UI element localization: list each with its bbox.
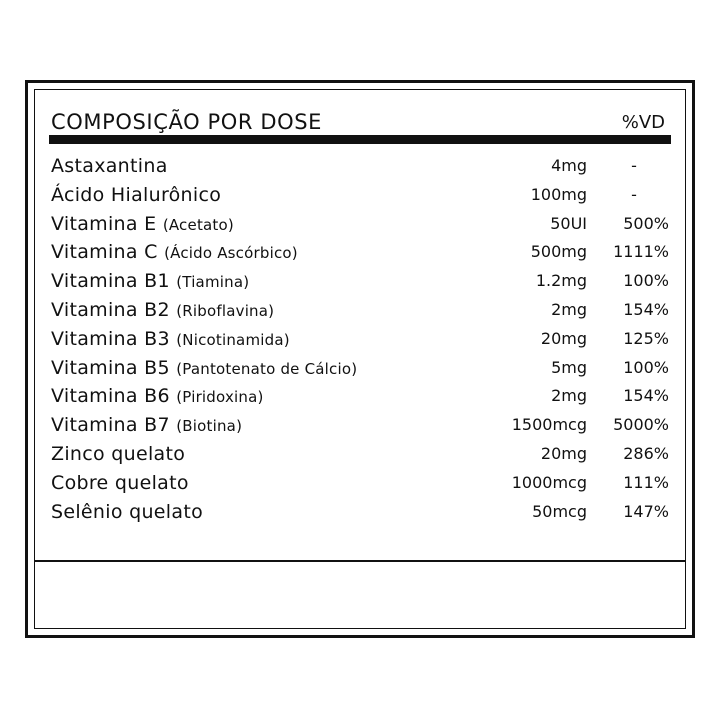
nutrient-name bbox=[51, 152, 168, 181]
nutrient-name-detail: (Ácido Ascórbico) bbox=[164, 244, 298, 263]
nutrient-vd: 100% bbox=[623, 357, 669, 377]
label-outer-frame bbox=[25, 80, 695, 638]
nutrient-row bbox=[49, 382, 671, 411]
nutrient-row bbox=[49, 411, 671, 440]
nutrient-name-detail: (Riboflavina) bbox=[176, 301, 275, 320]
nutrient-row bbox=[49, 238, 671, 267]
nutrient-name bbox=[51, 469, 189, 498]
nutrient-name bbox=[51, 498, 203, 527]
nutrient-amount: 50UI bbox=[550, 213, 587, 233]
nutrient-name-main: Vitamina C bbox=[51, 241, 158, 264]
label-title: COMPOSIÇÃO POR DOSE bbox=[51, 110, 323, 134]
nutrient-name bbox=[51, 210, 234, 240]
nutrient-name bbox=[51, 354, 357, 384]
nutrient-row bbox=[49, 210, 671, 239]
nutrient-row bbox=[49, 267, 671, 296]
nutrient-name bbox=[51, 325, 290, 355]
nutrient-vd: 154% bbox=[623, 386, 669, 406]
nutrient-row bbox=[49, 440, 671, 469]
nutrient-name-detail: (Piridoxina) bbox=[176, 388, 264, 407]
nutrient-amount: 20mg bbox=[540, 443, 587, 463]
nutrient-amount: 50mcg bbox=[532, 501, 587, 521]
nutrient-row bbox=[49, 498, 671, 527]
nutrient-vd: 154% bbox=[623, 299, 669, 319]
nutrient-name bbox=[51, 238, 298, 268]
nutrient-name-detail: (Biotina) bbox=[176, 417, 243, 436]
nutrient-name-detail: (Tiamina) bbox=[176, 273, 250, 292]
nutrient-vd: 100% bbox=[623, 271, 669, 291]
nutrient-name-main: Vitamina B1 bbox=[51, 270, 170, 293]
nutrient-name bbox=[51, 440, 185, 469]
nutrient-name bbox=[51, 181, 221, 210]
label-header bbox=[49, 104, 671, 134]
nutrient-amount: 1.2mg bbox=[535, 271, 587, 291]
nutrient-amount: 5mg bbox=[551, 357, 587, 377]
nutrient-name bbox=[51, 296, 274, 326]
nutrient-vd: 147% bbox=[623, 501, 669, 521]
nutrient-amount: 1000mcg bbox=[511, 472, 587, 492]
nutrient-amount: 2mg bbox=[551, 386, 587, 406]
nutrient-name-main: Cobre quelato bbox=[51, 471, 189, 494]
nutrient-name-main: Ácido Hialurônico bbox=[51, 183, 222, 206]
nutrient-row bbox=[49, 469, 671, 498]
nutrient-name-main: Vitamina B2 bbox=[51, 298, 170, 321]
nutrient-vd: - bbox=[631, 184, 637, 204]
nutrient-name-detail: (Acetato) bbox=[162, 215, 234, 234]
nutrient-name-main: Vitamina B6 bbox=[51, 385, 170, 408]
nutrient-name bbox=[51, 411, 242, 441]
nutrient-name-main: Vitamina B3 bbox=[51, 327, 170, 350]
nutrient-amount: 20mg bbox=[540, 328, 587, 348]
nutrient-list bbox=[49, 152, 671, 526]
nutrient-amount: 4mg bbox=[551, 156, 587, 175]
nutrient-name bbox=[51, 267, 249, 297]
nutrient-name-main: Vitamina B7 bbox=[51, 414, 170, 437]
nutrient-name-main: Vitamina B5 bbox=[51, 356, 170, 379]
nutrient-name-main: Selênio quelato bbox=[51, 500, 203, 523]
nutrient-vd: 286% bbox=[623, 443, 669, 463]
nutrient-amount: 2mg bbox=[551, 299, 587, 319]
nutrient-vd: 125% bbox=[623, 328, 669, 348]
nutrient-amount: 500mg bbox=[530, 242, 587, 262]
vd-column-header: %VD bbox=[621, 112, 665, 133]
nutrient-row bbox=[49, 181, 671, 210]
nutrient-vd: 111% bbox=[623, 472, 669, 492]
nutrient-name-main: Zinco quelato bbox=[51, 442, 186, 465]
nutrient-vd: 5000% bbox=[613, 415, 669, 435]
header-divider bbox=[49, 135, 671, 144]
bottom-divider bbox=[35, 560, 685, 562]
nutrient-name bbox=[51, 382, 264, 412]
nutrient-vd: - bbox=[631, 156, 637, 175]
nutrient-row bbox=[49, 296, 671, 325]
nutrient-row bbox=[49, 152, 671, 181]
nutrient-name-main: Astaxantina bbox=[51, 155, 168, 177]
nutrient-row bbox=[49, 325, 671, 354]
nutrient-row bbox=[49, 354, 671, 383]
label-inner-frame bbox=[34, 89, 686, 629]
nutrient-amount: 100mg bbox=[530, 184, 587, 204]
nutrient-vd: 500% bbox=[623, 213, 669, 233]
nutrient-amount: 1500mcg bbox=[511, 415, 587, 435]
nutrient-name-main: Vitamina E bbox=[51, 212, 157, 235]
nutrient-name-detail: (Nicotinamida) bbox=[176, 330, 290, 349]
nutrient-name-detail: (Pantotenato de Cálcio) bbox=[176, 359, 358, 378]
nutrient-vd: 1111% bbox=[613, 242, 669, 262]
